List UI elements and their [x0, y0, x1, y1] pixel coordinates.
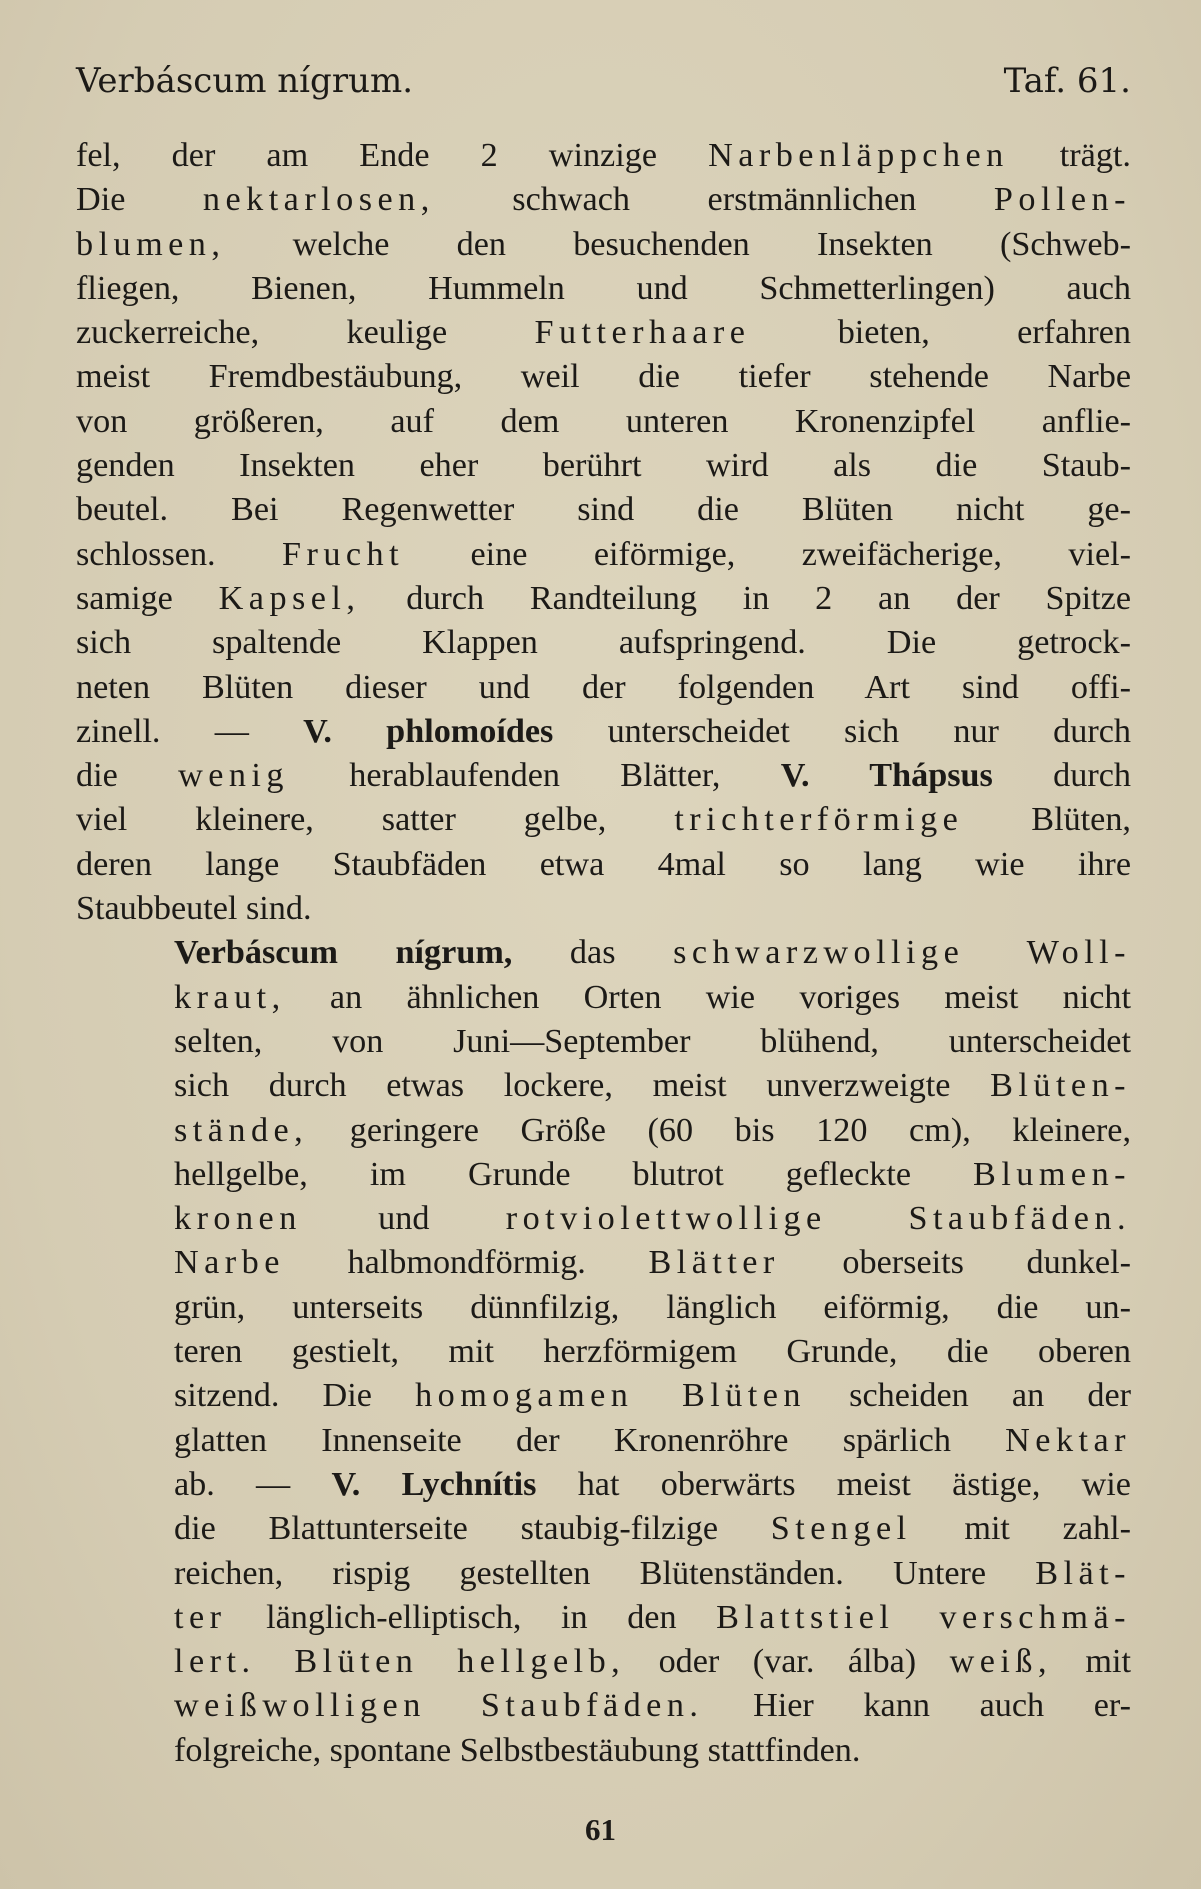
text-run: geringere Größe (60 bis 120 cm), kleinere,: [308, 1111, 1131, 1149]
text-run: oder (var. álba): [625, 1643, 950, 1681]
text-run: hat oberwärts meist ästige, wie: [536, 1465, 1131, 1503]
paragraph: [76, 134, 1131, 931]
running-head: [76, 56, 1131, 106]
spaced-term: Kapsel,: [218, 579, 361, 617]
text-run: zinell. —: [76, 712, 304, 750]
spaced-term: lert. Blüten hellgelb,: [174, 1643, 626, 1681]
bold-term: Verbáscum nígrum,: [174, 934, 513, 972]
spaced-term: Nektar: [1005, 1421, 1131, 1459]
spaced-term: blumen,: [76, 225, 226, 263]
text-line: [76, 134, 1131, 178]
text-run: fliegen, Bienen, Hummeln und Schmetterlingen) auch: [76, 269, 1131, 307]
spaced-term: kronen: [174, 1200, 302, 1238]
text-line: [76, 1374, 1131, 1418]
text-line: [76, 887, 1131, 931]
text-run: sich spaltende Klappen aufspringend. Die getrock-: [76, 624, 1131, 662]
text-line: [76, 267, 1131, 311]
text-run: bieten, erfahren: [750, 314, 1131, 352]
spaced-term: ter: [174, 1598, 227, 1636]
spaced-term: Futterhaare: [534, 314, 751, 352]
text-line: [76, 1596, 1131, 1640]
text-line: [76, 1064, 1131, 1108]
text-run: schlossen.: [76, 535, 282, 573]
text-run: die Blattunterseite staubig-filzige: [174, 1510, 771, 1548]
plate-number: Taf. 61.: [1003, 61, 1131, 101]
text-line: [76, 1552, 1131, 1596]
text-run: fel, der am Ende 2 winzige: [76, 137, 709, 174]
text-run: schwach erstmännlichen: [434, 181, 994, 219]
running-head-title: Verbáscum nígrum.: [76, 61, 414, 101]
text-line: [76, 1020, 1131, 1064]
text-line: [76, 311, 1131, 355]
spaced-term: Frucht: [282, 535, 405, 573]
text-run: neten Blüten dieser und der folgenden Art sind offi-: [76, 668, 1131, 706]
text-line: [76, 1197, 1131, 1241]
text-line: [76, 1286, 1131, 1330]
text-line: [76, 843, 1131, 887]
text-run: Hier kann auch er-: [703, 1687, 1132, 1725]
text-run: von größeren, auf dem unteren Kronenzipfel anflie-: [76, 402, 1131, 440]
spaced-term: Blumen-: [973, 1155, 1131, 1193]
text-line: [76, 666, 1131, 710]
text-run: folgreiche, spontane Selbstbestäubung stattfinden.: [174, 1731, 861, 1769]
text-line: [76, 223, 1131, 267]
text-run: mit zahl-: [911, 1510, 1131, 1548]
text-line: [76, 931, 1131, 975]
spaced-term: homogamen Blüten: [415, 1377, 806, 1415]
bold-term: V. Lychnítis: [331, 1465, 537, 1503]
text-run: reichen, rispig gestellten Blütenständen. Untere: [174, 1554, 1036, 1592]
spaced-term: kraut,: [174, 978, 286, 1016]
text-run: herablaufenden Blätter,: [288, 757, 781, 795]
spaced-term: Pollen-: [993, 181, 1131, 219]
spaced-term: nektarlosen,: [202, 181, 435, 219]
text-line: [76, 1419, 1131, 1463]
text-run: hellgelbe, im Grunde blutrot gefleckte: [174, 1155, 974, 1193]
text-run: länglich-elliptisch, in den: [226, 1598, 717, 1636]
page-number: 61: [585, 1812, 616, 1847]
paragraph: [76, 931, 1131, 1773]
text-run: selten, von Juni—September blühend, unterscheidet: [174, 1022, 1131, 1060]
spaced-term: Blätter: [648, 1244, 780, 1282]
text-run: genden Insekten eher berührt wird als die Staub-: [76, 447, 1131, 485]
text-run: beutel. Bei Regenwetter sind die Blüten nicht ge-: [76, 491, 1131, 529]
text-run: und: [301, 1200, 506, 1238]
text-run: oberseits dunkel-: [779, 1244, 1131, 1282]
text-run: grün, unterseits dünnfilzig, länglich eiförmig, die un-: [174, 1288, 1131, 1326]
spaced-term: Narbenläppchen: [708, 137, 1009, 174]
spaced-term: weißwolligen Staubfäden.: [174, 1687, 704, 1725]
text-run: Staubbeutel sind.: [76, 890, 312, 928]
text-run: ab. —: [174, 1465, 332, 1503]
bold-term: V. Thápsus: [780, 757, 993, 795]
text-run: eine eiförmige, zweifächerige, viel-: [404, 535, 1131, 573]
text-run: viel kleinere, satter gelbe,: [76, 801, 675, 839]
text-run: meist Fremdbestäubung, weil die tiefer stehende Narbe: [76, 358, 1131, 396]
text-line: [76, 400, 1131, 444]
text-line: [76, 976, 1131, 1020]
text-line: [76, 1729, 1131, 1773]
text-line: [76, 754, 1131, 798]
text-line: [76, 1507, 1131, 1551]
spaced-term: rotviolettwollige Staubfäden.: [505, 1200, 1131, 1238]
text-run: halbmondförmig.: [284, 1244, 649, 1282]
text-line: [76, 178, 1131, 222]
text-run: durch: [992, 757, 1131, 795]
text-run: welche den besuchenden Insekten (Schweb-: [225, 225, 1131, 263]
text-run: mit: [1051, 1643, 1131, 1681]
text-run: unterscheidet sich nur durch: [553, 712, 1131, 750]
text-run: scheiden an der: [805, 1377, 1132, 1415]
text-line: [76, 798, 1131, 842]
text-run: an ähnlichen Orten wie voriges meist nicht: [285, 978, 1131, 1016]
text-run: Die: [76, 181, 203, 219]
text-line: [76, 1109, 1131, 1153]
text-line: [76, 533, 1131, 577]
text-run: teren gestielt, mit herzförmigem Grunde, die oberen: [174, 1333, 1131, 1371]
text-run: samige: [76, 579, 219, 617]
text-line: [76, 621, 1131, 665]
text-run: sitzend. Die: [174, 1377, 416, 1415]
spaced-term: schwarzwollige Woll-: [673, 934, 1131, 972]
text-line: [76, 488, 1131, 532]
spaced-term: Narbe: [174, 1244, 285, 1282]
text-run: durch Randteilung in 2 an der Spitze: [360, 579, 1132, 617]
text-run: trägt.: [1008, 137, 1131, 174]
text-run: Blüten,: [963, 801, 1131, 839]
text-run: deren lange Staubfäden etwa 4mal so lang wie ihre: [76, 845, 1131, 883]
spaced-term: Blät-: [1035, 1554, 1131, 1592]
text-run: die: [76, 757, 179, 795]
body-text: [76, 134, 1131, 1773]
text-line: [76, 1153, 1131, 1197]
text-line: [76, 710, 1131, 754]
text-line: [76, 1640, 1131, 1684]
spaced-term: Stengel: [770, 1510, 912, 1548]
text-line: [76, 1330, 1131, 1374]
bold-term: V. phlomoídes: [303, 712, 554, 750]
text-line: [76, 444, 1131, 488]
spaced-term: stände,: [174, 1111, 309, 1149]
spaced-term: wenig: [178, 757, 289, 795]
text-line: [76, 577, 1131, 621]
spaced-term: trichterförmige: [674, 801, 964, 839]
text-run: sich durch etwas lockere, meist unverzweigte: [174, 1067, 991, 1105]
spaced-term: Blüten-: [990, 1067, 1131, 1105]
text-line: [76, 1463, 1131, 1507]
spaced-term: weiß,: [949, 1643, 1052, 1681]
spaced-term: Blattstiel verschmä-: [716, 1598, 1131, 1636]
text-run: das: [512, 934, 674, 972]
text-line: [76, 1684, 1131, 1728]
text-run: glatten Innenseite der Kronenröhre spärlich: [174, 1421, 1006, 1459]
text-line: [76, 1241, 1131, 1285]
text-run: zuckerreiche, keulige: [76, 314, 535, 352]
text-line: [76, 355, 1131, 399]
